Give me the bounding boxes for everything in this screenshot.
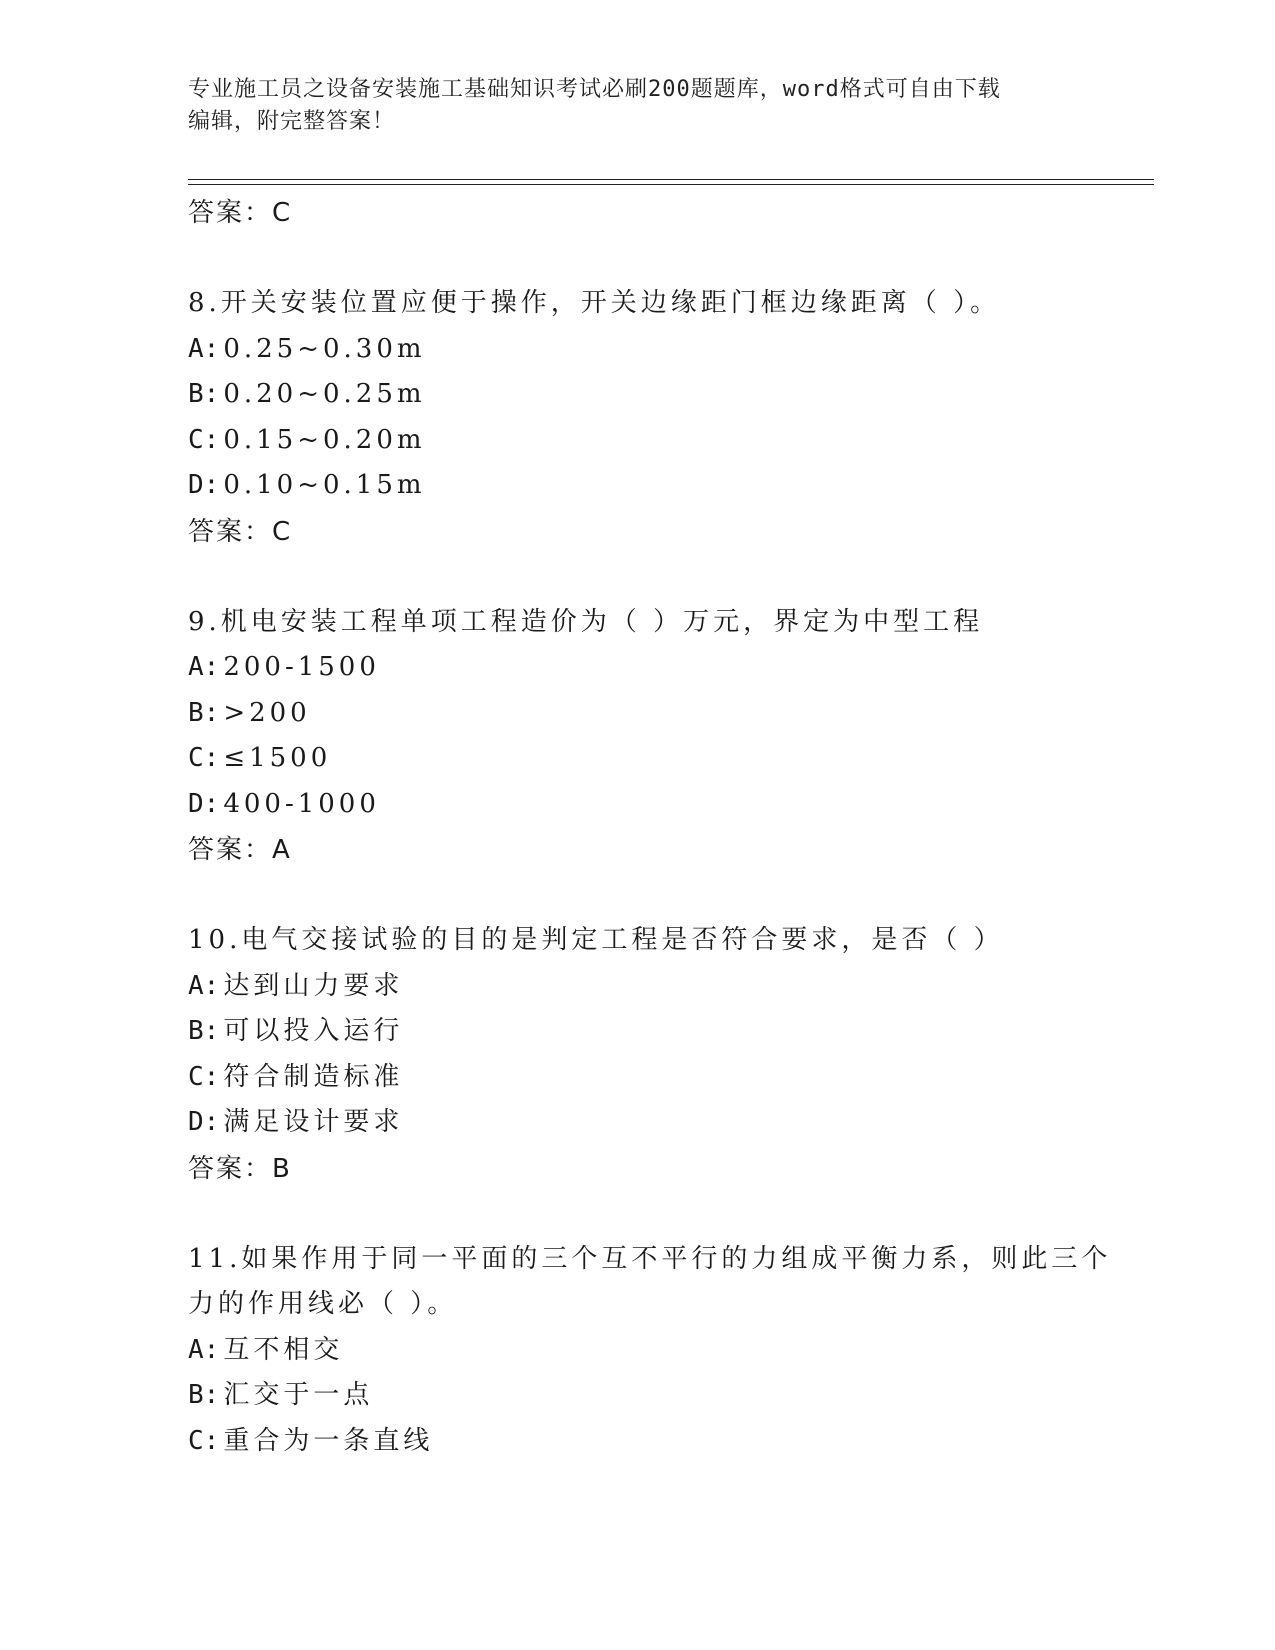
answer: 答案：A: [188, 835, 292, 865]
option-c: C: 符合制造标准: [188, 1061, 404, 1092]
header-rule-top: [188, 179, 1154, 180]
question-10: [188, 918, 1088, 1192]
option-d: D: 400-1000: [188, 788, 380, 819]
question-title-line-2: 力的作用线必（ ）。: [188, 1289, 458, 1319]
answer: 答案：B: [188, 1153, 292, 1184]
previous-answer: 答案：C: [188, 198, 293, 228]
option-a: A: 达到山力要求: [188, 970, 404, 1001]
question-title: 9.机电安装工程单项工程造价为（ ）万元，界定为中型工程: [188, 606, 984, 637]
header-line-1: 专业施工员之设备安装施工基础知识考试必刷200题题库，word格式可自由下载: [188, 77, 1001, 102]
option-c: C: 重合为一条直线: [188, 1425, 434, 1456]
option-d: D: 0.10~0.15m: [188, 470, 426, 500]
document-header: [188, 74, 1068, 138]
option-b: B: 0.20~0.25m: [188, 379, 426, 409]
option-a: A: 0.25~0.30m: [188, 333, 426, 364]
question-8: [188, 281, 1088, 555]
option-b: B: >200: [188, 697, 311, 728]
option-c: C: 0.15~0.20m: [188, 424, 426, 455]
option-b: B: 汇交于一点: [188, 1380, 374, 1410]
answer: 答案：C: [188, 516, 293, 547]
option-a: A: 互不相交: [188, 1334, 344, 1365]
question-title: 10.电气交接试验的目的是判定工程是否符合要求，是否（ ）: [188, 925, 1004, 955]
option-b: B: 可以投入运行: [188, 1016, 404, 1046]
option-c: C: ≤1500: [188, 743, 332, 773]
option-d: D: 满足设计要求: [188, 1107, 404, 1137]
question-9: [188, 600, 1088, 874]
question-title: 8.开关安装位置应便于操作，开关边缘距门框边缘距离（ ）。: [188, 288, 1001, 318]
question-11: [188, 1237, 1112, 1465]
question-title-line-1: 11.如果作用于同一平面的三个互不平行的力组成平衡力系，则此三个: [188, 1243, 1112, 1274]
option-a: A: 200-1500: [188, 652, 380, 682]
header-line-2: 编辑，附完整答案！: [188, 109, 396, 134]
header-rule-bottom: [188, 184, 1154, 185]
question-list: [188, 190, 1112, 1464]
